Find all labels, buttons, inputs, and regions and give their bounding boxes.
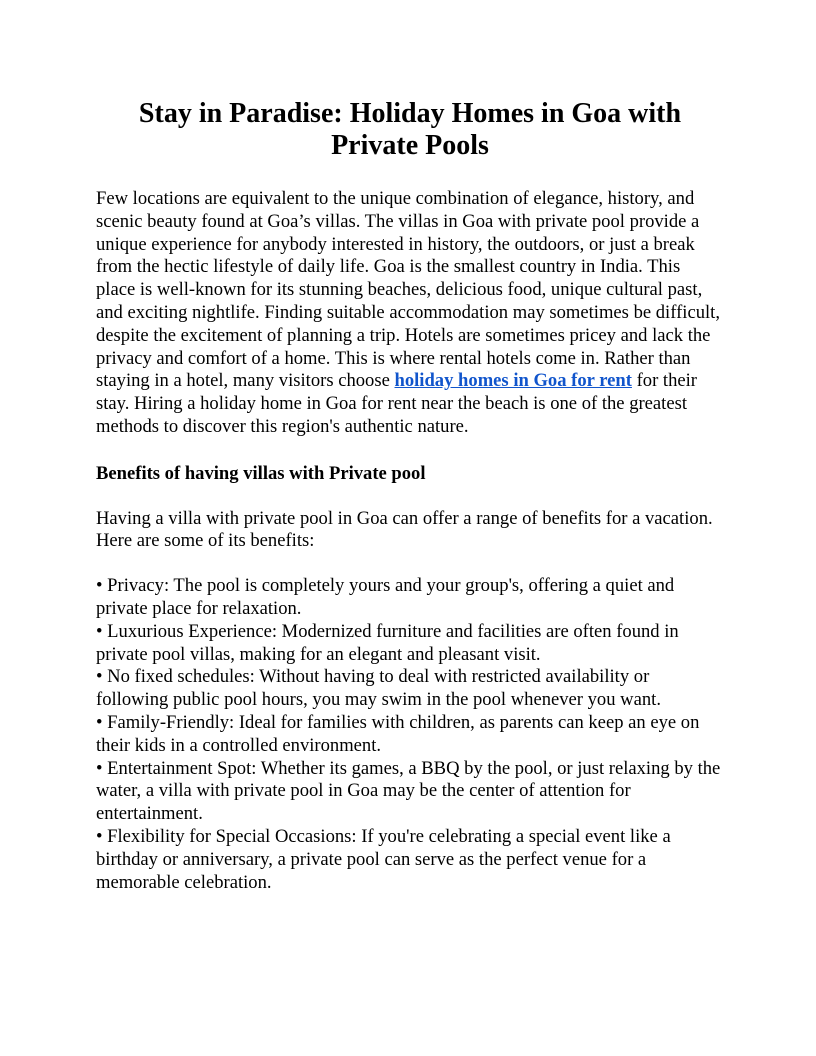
document-page bbox=[96, 98, 724, 894]
intro-text-before-link: Few locations are equivalent to the unique combination of elegance, history, and scenic beauty found at Goa’s villas. The villas in Goa with private pool provide a unique experience for anybody interested in history, the outdoors, or just a break from the hectic lifestyle of daily life. Goa is the smallest country in India. This place is well-known for its stunning beaches, delicious food, unique cultural past, and exciting nightlife. Finding suitable accommodation may sometimes be difficult, despite the excitement of planning a trip. Hotels are sometimes pricey and lack the privacy and comfort of a home. This is where rental hotels come in. Rather than staying in a hotel, many visitors choose bbox=[96, 188, 720, 392]
benefit-item-family-friendly: • Family-Friendly: Ideal for families with children, as parents can keep an eye on their kids in a controlled environment. bbox=[96, 711, 700, 756]
benefit-item-special-occasions: • Flexibility for Special Occasions: If you're celebrating a special event like a birthday or anniversary, a private pool can serve as the perfect venue for a memorable celebration. bbox=[96, 825, 671, 893]
benefit-item-privacy: • Privacy: The pool is completely yours and your group's, offering a quiet and private place for relaxation. bbox=[96, 575, 675, 619]
intro-paragraph bbox=[96, 188, 724, 439]
document-title: Stay in Paradise: Holiday Homes in Goa with Private Pools bbox=[138, 98, 682, 161]
benefit-item-entertainment-spot: • Entertainment Spot: Whether its games, a BBQ by the pool, or just relaxing by the water, a villa with private pool in Goa may be the center of attention for entertainment. bbox=[96, 757, 721, 825]
intro-text-after-link: for their stay. Hiring a holiday home in Goa for rent near the beach is one of the greatest methods to discover this region's authentic nature. bbox=[96, 370, 697, 437]
section-heading: Benefits of having villas with Private pool bbox=[96, 462, 426, 484]
section-intro-paragraph: Having a villa with private pool in Goa can offer a range of benefits for a vacation. Here are some of its benefits: bbox=[96, 507, 713, 552]
benefits-list bbox=[96, 575, 724, 894]
holiday-homes-link[interactable]: holiday homes in Goa for rent bbox=[394, 370, 632, 392]
benefit-item-luxurious-experience: • Luxurious Experience: Modernized furniture and facilities are often found in private pool villas, making for an elegant and pleasant visit. bbox=[96, 620, 679, 665]
benefit-item-no-fixed-schedules: • No fixed schedules: Without having to deal with restricted availability or following public pool hours, you may swim in the pool whenever you want. bbox=[96, 666, 661, 711]
